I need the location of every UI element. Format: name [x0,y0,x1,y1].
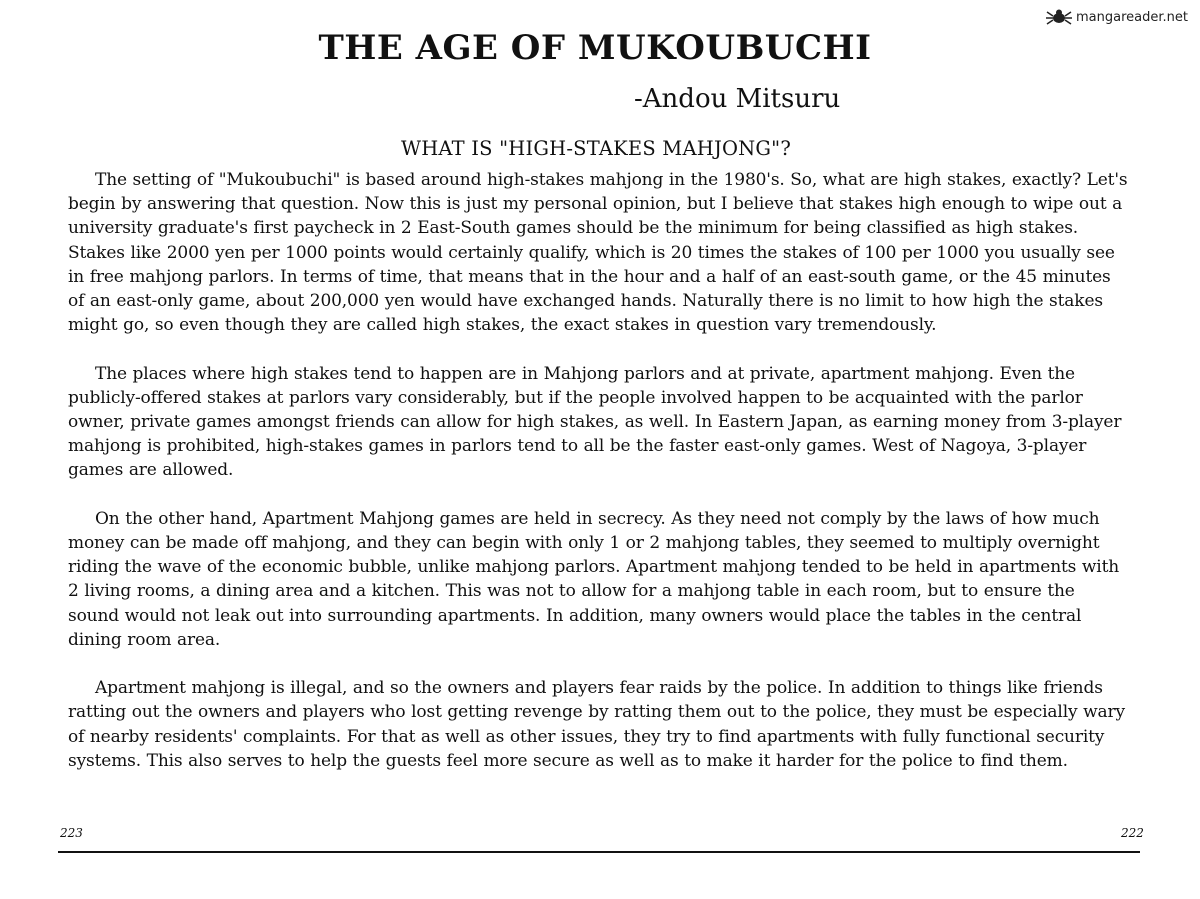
spider-logo-icon [1046,8,1072,26]
page-title [0,28,1190,68]
watermark-text: mangareader.net [1076,9,1188,25]
section-heading: WHAT IS "HIGH-STAKES MAHJONG"? [400,137,792,160]
paragraph: Apartment mahjong is illegal, and so the owners and players fear raids by the police. In addition to things like friends ratting out the owners and players who lost getting revenge by ratting them out to the police, they must be especially wary of nearby residents' complaints. For that as well as other issues, they try to find apartments with fully functional security systems. This also serves to help the guests feel more secure as well as to make it harder for the police to find them. [68,678,1125,771]
page-number-right: 222 [1121,826,1144,840]
page-number-left: 223 [60,826,83,840]
footer-rule [58,851,1140,853]
paragraph: On the other hand, Apartment Mahjong games are held in secrecy. As they need not comply by the laws of how much money can be made off mahjong, and they can begin with only 1 or 2 mahjong tables, they seemed to multiply overnight riding the wave of the economic bubble, unlike mahjong parlors. Apartment mahjong tended to be held in apartments with 2 living rooms, a dining area and a kitchen. This was not to allow for a mahjong table in each room, but to ensure the sound would not leak out into surrounding apartments. In addition, many owners would place the tables in the central dining room area. [68,508,1120,650]
paragraph: The places where high stakes tend to happen are in Mahjong parlors and at private, apartment mahjong. Even the publicly-offered stakes at parlors vary considerably, but if the people involved happen to be acquainted with the parlor owner, private games amongst friends can allow for high stakes, as well. In Eastern Japan, as earning money from 3-player mahjong is prohibited, high-stakes games in parlors tend to all be the faster east-only games. West of Nagoya, 3-player games are allowed. [68,363,1122,481]
author-line: -Andou Mitsuru [634,84,841,114]
paragraph: The setting of "Mukoubuchi" is based around high-stakes mahjong in the 1980's. So, what are high stakes, exactly? Let's begin by answering that question. Now this is just my personal opinion, but I believe that stakes high enough to wipe out a university graduate's first paycheck in 2 East-South games should be the minimum for being classified as high stakes. Stakes like 2000 yen per 1000 points would certainly qualify, which is 20 times the stakes of 100 per 1000 you usually see in free mahjong parlors. In terms of time, that means that in the hour and a half of an east-south game, or the 45 minutes of an east-only game, about 200,000 yen would have exchanged hands. Naturally there is no limit to how high the stakes might go, so even though they are called high stakes, the exact stakes in question vary tremendously. [68,170,1128,336]
article-body [68,168,1128,797]
page-title-text: THE AGE OF MUKOUBUCHI [318,28,872,68]
watermark [1046,8,1188,26]
